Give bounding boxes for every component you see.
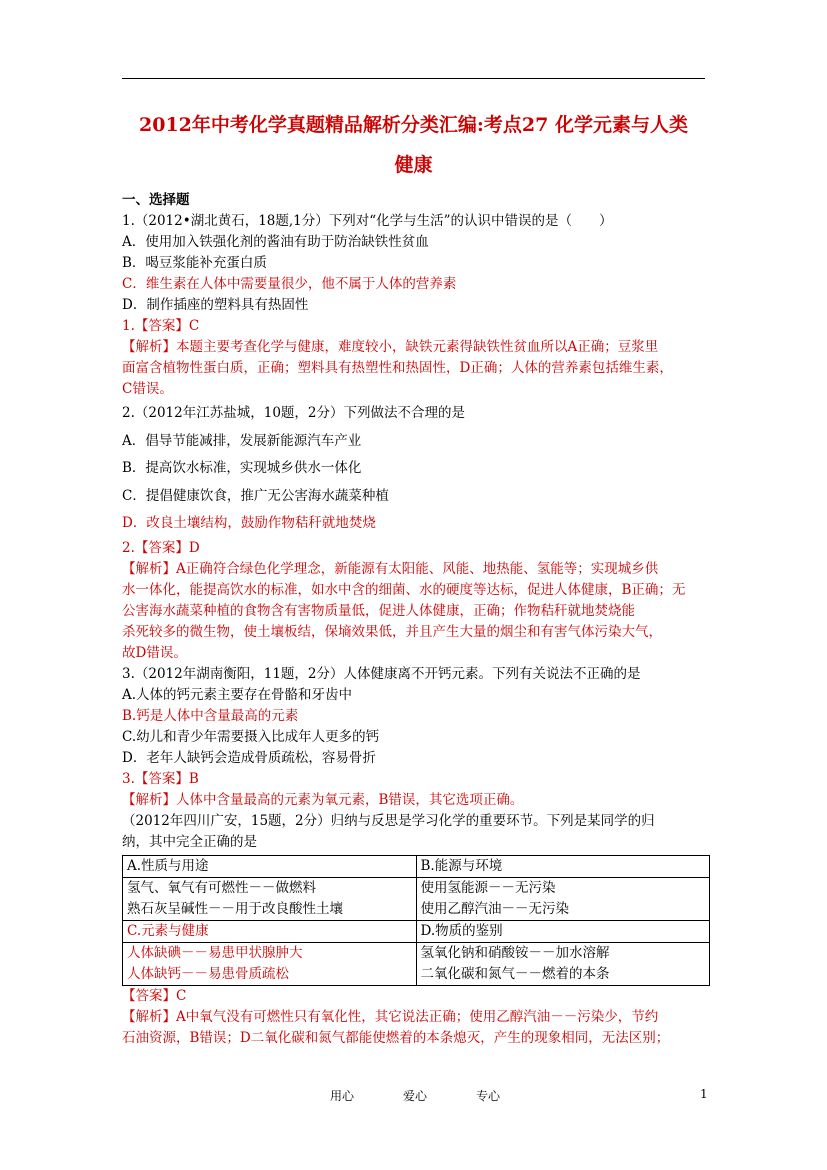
question-2-stem: 2.（2012年江苏盐城，10题，2分）下列做法不合理的是: [122, 405, 466, 421]
page-number: 1: [700, 1087, 708, 1101]
question-2-explanation: 【解析】A正确符合绿色化学理念，新能源有太阳能、风能、地热能、氢能等；实现城乡供: [122, 560, 659, 577]
table-cell-line: 人体缺钙－－易患骨质疏松: [127, 965, 289, 982]
question-3-explanation: 【解析】人体中含量最高的元素为氧元素，B错误，其它选项正确。: [122, 791, 524, 808]
question-2-explanation: 故D错误。: [122, 644, 187, 661]
question-4-table: [122, 855, 710, 986]
question-1-option-b: B．喝豆浆能补充蛋白质: [122, 255, 267, 271]
question-1-option-c: C．维生素在人体中需要量很少，他不属于人体的营养素: [122, 276, 457, 292]
question-1-answer: 1.【答案】C: [122, 318, 200, 334]
footer-word: 用心: [330, 1089, 355, 1103]
question-3-option-d: D．老年人缺钙会造成骨质疏松，容易骨折: [122, 749, 376, 766]
question-4-explanation: 石油资源，B错误；D二氧化碳和氮气都能使燃着的本条熄灭，产生的现象相同，无法区别；: [122, 1029, 670, 1046]
footer-slogan: [330, 1087, 500, 1104]
question-1-option-d: D．制作插座的塑料具有热固性: [122, 297, 309, 313]
table-cell-a-body: [123, 877, 417, 920]
question-2-option-d: D．改良土壤结构，鼓励作物秸秆就地焚烧: [122, 515, 376, 531]
question-3-answer: 3.【答案】B: [122, 770, 199, 787]
table-cell-c-body: [123, 942, 417, 985]
question-1-stem: 1.（2012•湖北黄石，18题,1分）下列对“化学与生活”的认识中错误的是（ ）: [122, 213, 613, 229]
question-3-option-a: A.人体的钙元素主要存在骨骼和牙齿中: [122, 686, 353, 703]
question-2-explanation: 公害海水蔬菜种植的食物含有害物质量低，促进人体健康，正确；作物秸秆就地焚烧能: [122, 602, 635, 619]
question-1-explanation: 【解析】本题主要考查化学与健康，难度较小，缺铁元素得缺铁性贫血所以A正确；豆浆里: [122, 339, 659, 355]
table-cell-b-head: B.能源与环境: [416, 855, 710, 877]
table-cell-line: 熟石灰呈碱性－－用于改良酸性土壤: [127, 900, 343, 917]
section-heading: 一、选择题: [122, 192, 190, 208]
footer-word: 爱心: [402, 1089, 427, 1103]
question-3-option-c: C.幼儿和青少年需要摄入比成年人更多的钙: [122, 728, 380, 745]
question-2-option-c: C．提倡健康饮食，推广无公害海水蔬菜种植: [122, 487, 389, 504]
question-2-option-a: A．倡导节能减排，发展新能源汽车产业: [122, 432, 362, 449]
table-cell-d-head: D.物质的鉴别: [416, 920, 710, 942]
footer-word: 专心: [475, 1089, 500, 1103]
document-body: [122, 190, 707, 1049]
question-2-explanation: 杀死较多的微生物，使土壤板结，保墒效果低，并且产生大量的烟尘和有害气体污染大气，: [122, 623, 662, 640]
table-cell-line: 人体缺碘－－易患甲状腺肿大: [127, 944, 303, 961]
question-2-answer: 2.【答案】D: [122, 539, 200, 556]
question-4-stem: 纳，其中完全正确的是: [122, 833, 257, 850]
table-cell-c-head: C.元素与健康: [123, 920, 417, 942]
table-cell-line: 氢氧化钠和硝酸铵－－加水溶解: [420, 944, 610, 961]
question-3-option-b: B.钙是人体中含量最高的元素: [122, 707, 299, 724]
question-1-explanation: 面富含植物性蛋白质，正确；塑料具有热塑性和热固性，D正确；人体的营养素包括维生素，: [122, 360, 673, 376]
question-3-stem: 3.（2012年湖南衡阳，11题，2分）人体健康离不开钙元素。下列有关说法不正确的是: [122, 665, 641, 682]
table-cell-line: 氢气、氧气有可燃性－－做燃料: [127, 879, 316, 896]
question-1-option-a: A．使用加入铁强化剂的酱油有助于防治缺铁性贫血: [122, 234, 429, 250]
table-cell-b-body: [416, 877, 710, 920]
table-cell-line: 二氧化碳和氮气－－燃着的本条: [420, 965, 610, 982]
document-title-line1: 2012年中考化学真题精品解析分类汇编:考点27 化学元素与人类: [139, 114, 688, 136]
question-2-explanation: 水一体化，能提高饮水的标准，如水中含的细菌、水的硬度等达标，促进人体健康，B正确；无: [122, 581, 686, 598]
table-cell-d-body: [416, 942, 710, 985]
question-1-explanation: C错误。: [122, 381, 173, 397]
table-cell-line: 使用氢能源－－无污染: [420, 879, 556, 896]
question-2-option-b: B．提高饮水标准，实现城乡供水一体化: [122, 460, 362, 476]
header-rule: [122, 78, 705, 79]
question-4-stem: （2012年四川广安，15题，2分）归纳与反思是学习化学的重要环节。下列是某同学的归: [122, 812, 655, 829]
question-4-explanation: 【解析】A中氧气没有可燃性只有氧化性，其它说法正确；使用乙醇汽油－－污染少，节约: [122, 1008, 659, 1025]
table-cell-line: 使用乙醇汽油－－无污染: [420, 900, 569, 917]
document-title-line2: 健康: [394, 154, 433, 176]
question-4-answer: 【答案】C: [122, 987, 187, 1004]
table-cell-a-head: A.性质与用途: [123, 855, 417, 877]
